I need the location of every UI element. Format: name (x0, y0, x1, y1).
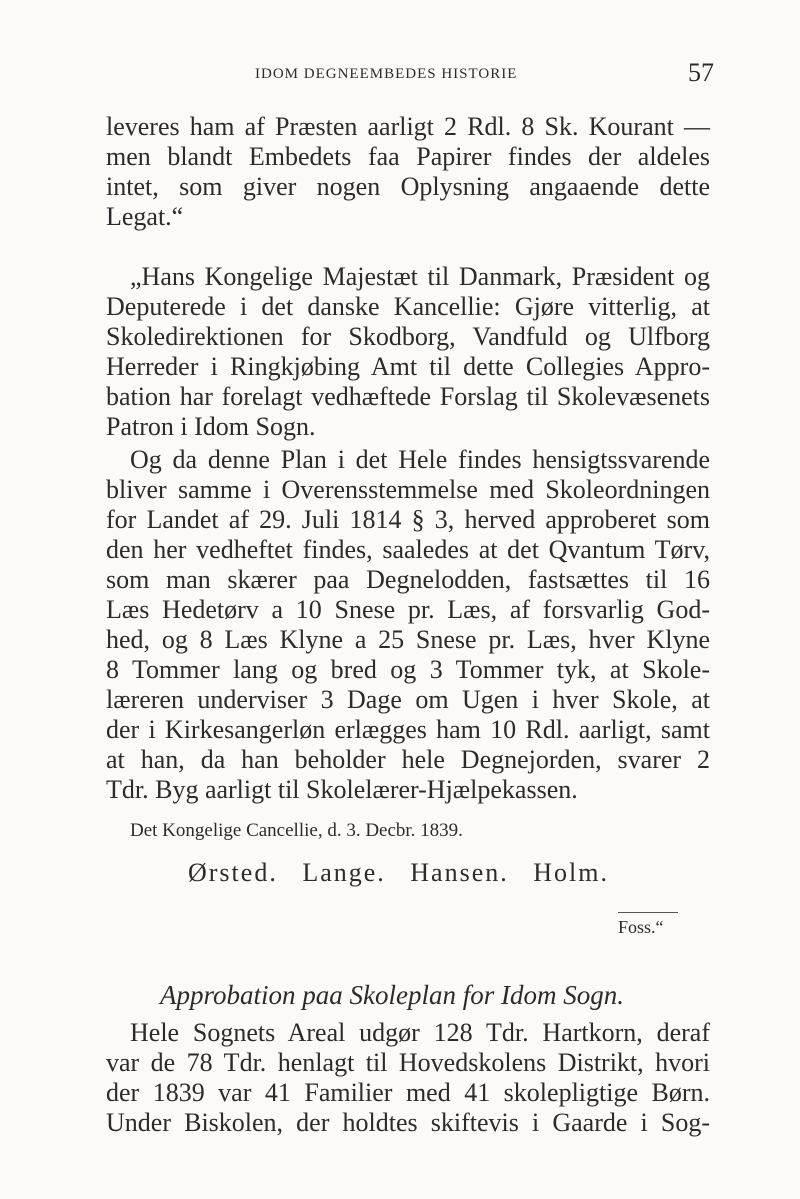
text-line: bation har forelagt vedhæftede Forslag til Skolevæsenets (106, 382, 710, 411)
running-header: IDOM DEGNEEMBEDES HISTORIE (255, 66, 518, 82)
text-line: læreren underviser 3 Dage om Ugen i hver Skole, at (106, 685, 710, 714)
text-line: men blandt Embedets faa Papirer findes der aldeles (106, 142, 710, 171)
text-line: Hele Sognets Areal udgør 128 Tdr. Hartkorn, deraf (130, 1018, 710, 1047)
text-line: der i Kirkesangerløn erlægges ham 10 Rdl. aarligt, samt (106, 715, 710, 744)
text-line: der 1839 var 41 Familier med 41 skolepligtige Børn. (106, 1078, 710, 1107)
text-line: intet, som giver nogen Oplysning angaaende dette (106, 172, 710, 201)
text-line: hed, og 8 Læs Klyne a 25 Snese pr. Læs, hver Klyne (106, 625, 710, 654)
text-line: leveres ham af Præsten aarligt 2 Rdl. 8 Sk. Kourant — (106, 112, 710, 141)
dateline: Det Kongelige Cancellie, d. 3. Decbr. 1839. (130, 820, 463, 841)
text-line: som man skærer paa Degnelodden, fastsættes til 16 (106, 565, 710, 594)
signature-foss: Foss.“ (618, 917, 664, 937)
text-line: Og da denne Plan i det Hele findes hensigtssvarende (130, 445, 710, 474)
text-line: den her vedheftet findes, saaledes at det Qvantum Tørv, (106, 535, 710, 564)
text-line: Tdr. Byg aarligt til Skolelærer-Hjælpekassen. (106, 775, 578, 804)
page-number: 57 (688, 58, 714, 87)
text-line: Patron i Idom Sogn. (106, 412, 316, 441)
text-line: Deputerede i det danske Kancellie: Gjøre vitterlig, at (106, 292, 710, 321)
text-line: „Hans Kongelige Majestæt til Danmark, Præsident og (130, 262, 710, 291)
text-line: Herreder i Ringkjøbing Amt til dette Collegies Appro- (106, 352, 710, 381)
section-heading: Approbation paa Skoleplan for Idom Sogn. (160, 980, 624, 1010)
text-line: var de 78 Tdr. henlagt til Hovedskolens Distrikt, hvori (106, 1048, 710, 1077)
text-line: Legat.“ (106, 202, 184, 231)
text-line: at han, da han beholder hele Degnejorden, svarer 2 (106, 745, 710, 774)
text-line: bliver samme i Overensstemmelse med Skoleordningen (106, 475, 710, 504)
signatures: Ørsted. Lange. Hansen. Holm. (188, 858, 609, 887)
text-line: 8 Tommer lang og bred og 3 Tommer tyk, at Skole- (106, 655, 710, 684)
text-line: Under Biskolen, der holdtes skiftevis i Gaarde i Sog- (106, 1108, 710, 1137)
signature-rule (618, 912, 678, 913)
text-line: Læs Hedetørv a 10 Snese pr. Læs, af forsvarlig God- (106, 595, 710, 624)
text-line: Skoledirektionen for Skodborg, Vandfuld og Ulfborg (106, 322, 710, 351)
text-line: for Landet af 29. Juli 1814 § 3, herved approberet som (106, 505, 710, 534)
